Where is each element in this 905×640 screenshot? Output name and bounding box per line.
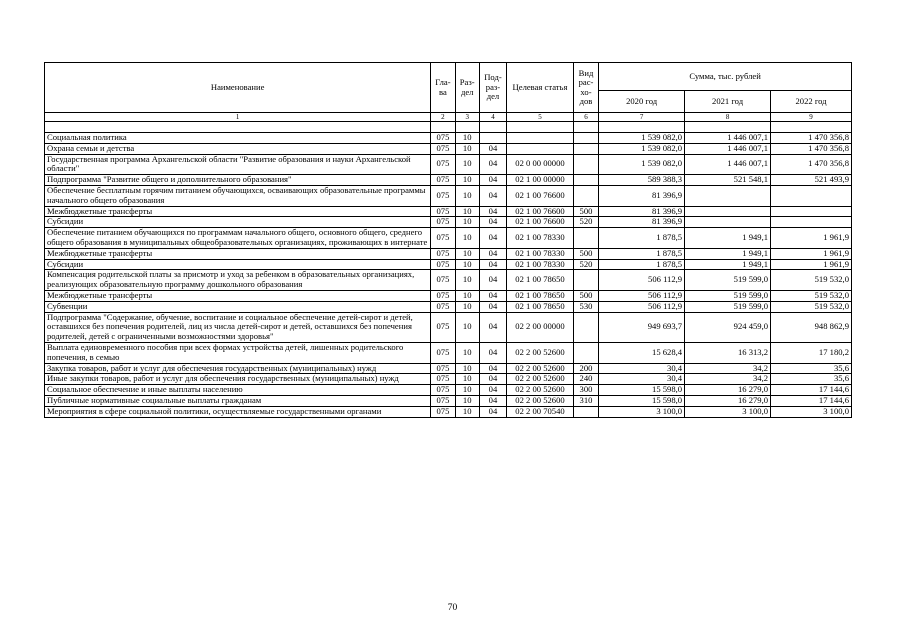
row-vid bbox=[573, 175, 598, 186]
row-razdel: 10 bbox=[455, 154, 479, 175]
row-name: Субсидии bbox=[45, 217, 431, 228]
row-target: 02 1 00 78650 bbox=[507, 270, 574, 291]
header-year-2021: 2021 год bbox=[685, 91, 771, 113]
table-row bbox=[45, 217, 852, 228]
row-vid bbox=[573, 312, 598, 342]
row-glava: 075 bbox=[431, 248, 455, 259]
row-vid: 300 bbox=[573, 385, 598, 396]
row-podrazdel: 04 bbox=[479, 143, 506, 154]
row-name: Социальное обеспечение и иные выплаты населению bbox=[45, 385, 431, 396]
row-vid: 500 bbox=[573, 206, 598, 217]
row-value-2021: 34,2 bbox=[685, 374, 771, 385]
row-value-2020: 589 388,3 bbox=[599, 175, 685, 186]
row-value-2021: 521 548,1 bbox=[685, 175, 771, 186]
row-value-2021: 1 949,1 bbox=[685, 228, 771, 249]
row-name: Межбюджетные трансферты bbox=[45, 248, 431, 259]
row-vid bbox=[573, 406, 598, 417]
row-razdel: 10 bbox=[455, 290, 479, 301]
column-number: 6 bbox=[573, 113, 598, 122]
row-podrazdel: 04 bbox=[479, 395, 506, 406]
row-vid bbox=[573, 342, 598, 363]
row-podrazdel: 04 bbox=[479, 217, 506, 228]
row-name: Субсидии bbox=[45, 259, 431, 270]
row-podrazdel: 04 bbox=[479, 290, 506, 301]
row-razdel: 10 bbox=[455, 270, 479, 291]
row-value-2021: 34,2 bbox=[685, 363, 771, 374]
table-row bbox=[45, 270, 852, 291]
header-sum: Сумма, тыс. рублей bbox=[599, 63, 852, 91]
column-number: 5 bbox=[507, 113, 574, 122]
row-value-2020: 1 878,5 bbox=[599, 228, 685, 249]
row-value-2020: 1 539 082,0 bbox=[599, 143, 685, 154]
row-vid bbox=[573, 133, 598, 144]
row-vid: 520 bbox=[573, 259, 598, 270]
row-name: Межбюджетные трансферты bbox=[45, 206, 431, 217]
row-value-2022: 519 532,0 bbox=[771, 290, 852, 301]
row-glava: 075 bbox=[431, 342, 455, 363]
row-razdel: 10 bbox=[455, 301, 479, 312]
header-year-2022: 2022 год bbox=[771, 91, 852, 113]
row-podrazdel: 04 bbox=[479, 363, 506, 374]
row-value-2022: 17 144,6 bbox=[771, 385, 852, 396]
row-value-2022 bbox=[771, 185, 852, 206]
row-glava: 075 bbox=[431, 259, 455, 270]
row-razdel: 10 bbox=[455, 385, 479, 396]
row-razdel: 10 bbox=[455, 395, 479, 406]
row-value-2021: 1 446 007,1 bbox=[685, 143, 771, 154]
table-row bbox=[45, 259, 852, 270]
table-row bbox=[45, 406, 852, 417]
table-header bbox=[45, 63, 852, 133]
row-value-2022: 1 470 356,8 bbox=[771, 143, 852, 154]
row-razdel: 10 bbox=[455, 185, 479, 206]
column-number: 8 bbox=[685, 113, 771, 122]
row-razdel: 10 bbox=[455, 374, 479, 385]
row-value-2022: 519 532,0 bbox=[771, 270, 852, 291]
row-target: 02 1 00 78330 bbox=[507, 248, 574, 259]
row-vid bbox=[573, 228, 598, 249]
row-value-2020: 949 693,7 bbox=[599, 312, 685, 342]
header-target: Целевая статья bbox=[507, 63, 574, 113]
row-glava: 075 bbox=[431, 301, 455, 312]
row-value-2020: 81 396,9 bbox=[599, 206, 685, 217]
table-body bbox=[45, 133, 852, 418]
row-vid: 520 bbox=[573, 217, 598, 228]
row-name: Закупка товаров, работ и услуг для обеспечения государственных (муниципальных) нужд bbox=[45, 363, 431, 374]
column-number: 3 bbox=[455, 113, 479, 122]
row-glava: 075 bbox=[431, 143, 455, 154]
row-razdel: 10 bbox=[455, 143, 479, 154]
row-glava: 075 bbox=[431, 270, 455, 291]
row-target: 02 2 00 52600 bbox=[507, 342, 574, 363]
row-name: Подпрограмма "Содержание, обучение, воспитание и социальное обеспечение детей-сирот и детей, оставшихся без попечения родителей, лиц из числа детей-сирот и детей, оставшихся без попечения родителей, детей с ограниченными возможностями здоровья" bbox=[45, 312, 431, 342]
row-vid: 240 bbox=[573, 374, 598, 385]
row-name: Обеспечение питанием обучающихся по программам начального общего, основного общего, среднего общего образования в муниципальных общеобразовательных организациях, проживающих в интернате bbox=[45, 228, 431, 249]
row-podrazdel: 04 bbox=[479, 301, 506, 312]
row-name: Обеспечение бесплатным горячим питанием обучающихся, осваивающих образовательные программы начального общего образования bbox=[45, 185, 431, 206]
row-value-2022: 1 470 356,8 bbox=[771, 133, 852, 144]
row-podrazdel: 04 bbox=[479, 374, 506, 385]
row-glava: 075 bbox=[431, 406, 455, 417]
row-glava: 075 bbox=[431, 133, 455, 144]
row-value-2022: 1 961,9 bbox=[771, 248, 852, 259]
row-name: Государственная программа Архангельской области "Развитие образования и науки Архангельской области" bbox=[45, 154, 431, 175]
row-value-2021: 16 279,0 bbox=[685, 395, 771, 406]
row-razdel: 10 bbox=[455, 228, 479, 249]
header-vid: Вид рас-хо-дов bbox=[573, 63, 598, 113]
row-value-2020: 506 112,9 bbox=[599, 290, 685, 301]
row-podrazdel: 04 bbox=[479, 175, 506, 186]
table-row bbox=[45, 301, 852, 312]
row-target: 02 1 00 76600 bbox=[507, 217, 574, 228]
row-glava: 075 bbox=[431, 175, 455, 186]
row-value-2020: 1 878,5 bbox=[599, 248, 685, 259]
row-razdel: 10 bbox=[455, 312, 479, 342]
column-number: 4 bbox=[479, 113, 506, 122]
row-target: 02 1 00 78330 bbox=[507, 259, 574, 270]
row-target: 02 1 00 76600 bbox=[507, 206, 574, 217]
row-glava: 075 bbox=[431, 374, 455, 385]
row-razdel: 10 bbox=[455, 342, 479, 363]
table-row bbox=[45, 228, 852, 249]
row-podrazdel: 04 bbox=[479, 406, 506, 417]
row-value-2021: 1 949,1 bbox=[685, 248, 771, 259]
row-podrazdel: 04 bbox=[479, 228, 506, 249]
row-value-2021 bbox=[685, 206, 771, 217]
row-target: 02 1 00 78650 bbox=[507, 290, 574, 301]
row-target: 02 2 00 52600 bbox=[507, 374, 574, 385]
row-glava: 075 bbox=[431, 290, 455, 301]
row-value-2022: 1 961,9 bbox=[771, 228, 852, 249]
row-razdel: 10 bbox=[455, 217, 479, 228]
row-name: Компенсация родительской платы за присмотр и уход за ребенком в образовательных организациях, реализующих образовательную программу дошкольного образования bbox=[45, 270, 431, 291]
header-year-2020: 2020 год bbox=[599, 91, 685, 113]
row-vid bbox=[573, 143, 598, 154]
row-value-2020: 506 112,9 bbox=[599, 270, 685, 291]
row-name: Охрана семьи и детства bbox=[45, 143, 431, 154]
row-target bbox=[507, 133, 574, 144]
table-row bbox=[45, 175, 852, 186]
row-vid bbox=[573, 270, 598, 291]
row-name: Выплата единовременного пособия при всех формах устройства детей, лишенных родительского попечения, в семью bbox=[45, 342, 431, 363]
row-target: 02 1 00 00000 bbox=[507, 175, 574, 186]
row-target bbox=[507, 143, 574, 154]
row-glava: 075 bbox=[431, 154, 455, 175]
row-glava: 075 bbox=[431, 206, 455, 217]
row-target: 02 2 00 52600 bbox=[507, 363, 574, 374]
column-number: 2 bbox=[431, 113, 455, 122]
row-value-2021: 519 599,0 bbox=[685, 270, 771, 291]
row-value-2022: 17 180,2 bbox=[771, 342, 852, 363]
row-target: 02 2 00 52600 bbox=[507, 395, 574, 406]
table-row bbox=[45, 374, 852, 385]
row-value-2022: 519 532,0 bbox=[771, 301, 852, 312]
row-vid: 310 bbox=[573, 395, 598, 406]
table-row bbox=[45, 185, 852, 206]
row-value-2022: 1 470 356,8 bbox=[771, 154, 852, 175]
row-value-2021: 3 100,0 bbox=[685, 406, 771, 417]
header-glava: Гла-ва bbox=[431, 63, 455, 113]
row-value-2021: 1 446 007,1 bbox=[685, 154, 771, 175]
table-row bbox=[45, 342, 852, 363]
row-target: 02 2 00 00000 bbox=[507, 312, 574, 342]
row-podrazdel: 04 bbox=[479, 259, 506, 270]
header-podrazdel: Под-раз-дел bbox=[479, 63, 506, 113]
row-value-2022: 1 961,9 bbox=[771, 259, 852, 270]
row-glava: 075 bbox=[431, 312, 455, 342]
row-value-2020: 15 598,0 bbox=[599, 395, 685, 406]
row-podrazdel: 04 bbox=[479, 270, 506, 291]
table-row bbox=[45, 133, 852, 144]
row-value-2021: 924 459,0 bbox=[685, 312, 771, 342]
row-glava: 075 bbox=[431, 395, 455, 406]
table-row bbox=[45, 385, 852, 396]
row-value-2021: 16 279,0 bbox=[685, 385, 771, 396]
row-value-2020: 1 539 082,0 bbox=[599, 154, 685, 175]
row-value-2021: 16 313,2 bbox=[685, 342, 771, 363]
row-podrazdel: 04 bbox=[479, 342, 506, 363]
row-vid: 500 bbox=[573, 290, 598, 301]
page-number: 70 bbox=[447, 603, 458, 613]
row-target: 02 0 00 00000 bbox=[507, 154, 574, 175]
row-value-2020: 81 396,9 bbox=[599, 185, 685, 206]
row-razdel: 10 bbox=[455, 175, 479, 186]
row-value-2022: 35,6 bbox=[771, 363, 852, 374]
row-vid: 200 bbox=[573, 363, 598, 374]
row-name: Мероприятия в сфере социальной политики, осуществляемые государственными органами bbox=[45, 406, 431, 417]
row-value-2020: 15 628,4 bbox=[599, 342, 685, 363]
row-value-2021: 1 446 007,1 bbox=[685, 133, 771, 144]
table-row bbox=[45, 290, 852, 301]
row-value-2022 bbox=[771, 206, 852, 217]
row-value-2020: 15 598,0 bbox=[599, 385, 685, 396]
row-value-2020: 30,4 bbox=[599, 363, 685, 374]
row-value-2022: 3 100,0 bbox=[771, 406, 852, 417]
row-value-2021: 519 599,0 bbox=[685, 290, 771, 301]
row-target: 02 2 00 70540 bbox=[507, 406, 574, 417]
row-name: Субвенции bbox=[45, 301, 431, 312]
column-number: 7 bbox=[599, 113, 685, 122]
header-name: Наименование bbox=[45, 63, 431, 113]
budget-table bbox=[44, 62, 852, 418]
row-razdel: 10 bbox=[455, 363, 479, 374]
row-value-2021 bbox=[685, 185, 771, 206]
row-vid: 530 bbox=[573, 301, 598, 312]
row-target: 02 1 00 78650 bbox=[507, 301, 574, 312]
row-name: Иные закупки товаров, работ и услуг для обеспечения государственных (муниципальных) нужд bbox=[45, 374, 431, 385]
row-vid bbox=[573, 185, 598, 206]
row-vid bbox=[573, 154, 598, 175]
table-row bbox=[45, 154, 852, 175]
row-value-2020: 1 539 082,0 bbox=[599, 133, 685, 144]
row-glava: 075 bbox=[431, 185, 455, 206]
row-glava: 075 bbox=[431, 217, 455, 228]
row-glava: 075 bbox=[431, 385, 455, 396]
row-razdel: 10 bbox=[455, 133, 479, 144]
row-name: Публичные нормативные социальные выплаты гражданам bbox=[45, 395, 431, 406]
table-row bbox=[45, 206, 852, 217]
table-row bbox=[45, 143, 852, 154]
row-value-2020: 81 396,9 bbox=[599, 217, 685, 228]
header-razdel: Раз-дел bbox=[455, 63, 479, 113]
row-value-2020: 506 112,9 bbox=[599, 301, 685, 312]
row-razdel: 10 bbox=[455, 259, 479, 270]
row-glava: 075 bbox=[431, 228, 455, 249]
row-value-2022 bbox=[771, 217, 852, 228]
column-number: 9 bbox=[771, 113, 852, 122]
row-vid: 500 bbox=[573, 248, 598, 259]
row-podrazdel: 04 bbox=[479, 154, 506, 175]
row-razdel: 10 bbox=[455, 406, 479, 417]
column-number: 1 bbox=[45, 113, 431, 122]
row-value-2022: 521 493,9 bbox=[771, 175, 852, 186]
row-value-2021 bbox=[685, 217, 771, 228]
row-podrazdel: 04 bbox=[479, 206, 506, 217]
row-podrazdel bbox=[479, 133, 506, 144]
row-name: Социальная политика bbox=[45, 133, 431, 144]
row-value-2022: 17 144,6 bbox=[771, 395, 852, 406]
row-target: 02 2 00 52600 bbox=[507, 385, 574, 396]
row-target: 02 1 00 78330 bbox=[507, 228, 574, 249]
row-value-2022: 35,6 bbox=[771, 374, 852, 385]
column-numbers-row bbox=[45, 113, 852, 122]
row-razdel: 10 bbox=[455, 248, 479, 259]
row-value-2020: 3 100,0 bbox=[599, 406, 685, 417]
row-value-2021: 1 949,1 bbox=[685, 259, 771, 270]
blank-row bbox=[45, 122, 852, 133]
table-row bbox=[45, 395, 852, 406]
row-podrazdel: 04 bbox=[479, 185, 506, 206]
row-name: Подпрограмма "Развитие общего и дополнительного образования" bbox=[45, 175, 431, 186]
row-razdel: 10 bbox=[455, 206, 479, 217]
row-glava: 075 bbox=[431, 363, 455, 374]
row-value-2020: 1 878,5 bbox=[599, 259, 685, 270]
row-name: Межбюджетные трансферты bbox=[45, 290, 431, 301]
row-target: 02 1 00 76600 bbox=[507, 185, 574, 206]
row-value-2022: 948 862,9 bbox=[771, 312, 852, 342]
row-podrazdel: 04 bbox=[479, 385, 506, 396]
row-value-2020: 30,4 bbox=[599, 374, 685, 385]
table-row bbox=[45, 363, 852, 374]
row-podrazdel: 04 bbox=[479, 248, 506, 259]
row-podrazdel: 04 bbox=[479, 312, 506, 342]
table-row bbox=[45, 248, 852, 259]
row-value-2021: 519 599,0 bbox=[685, 301, 771, 312]
table-row bbox=[45, 312, 852, 342]
